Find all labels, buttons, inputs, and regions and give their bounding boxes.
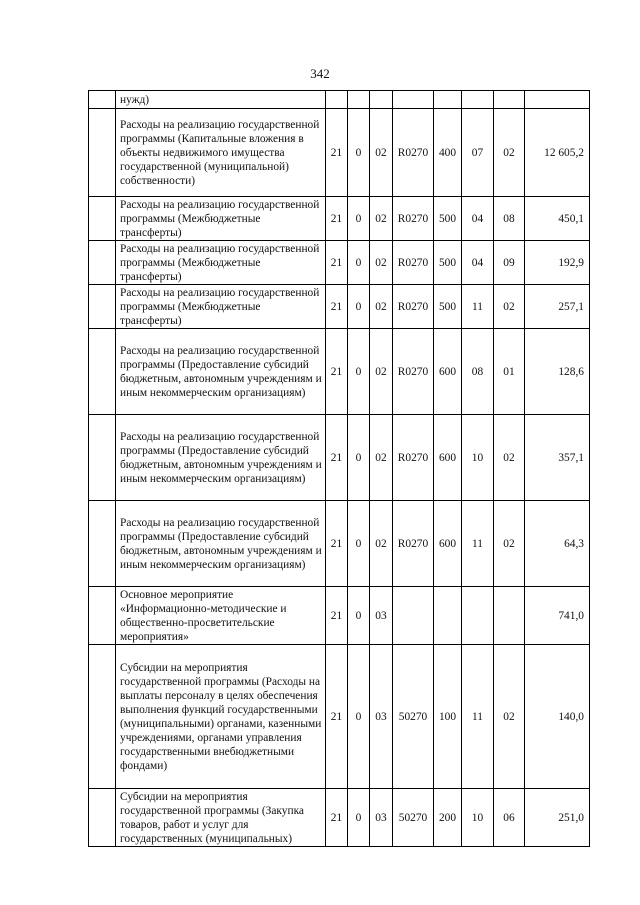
amount-cell: 257,1 <box>525 285 590 329</box>
amount-cell: 64,3 <box>525 501 590 587</box>
item-name-cell: Расходы на реализацию государственной программы (Межбюджетные трансферты) <box>116 241 326 285</box>
row-index-cell <box>89 645 116 789</box>
amount-cell: 192,9 <box>525 241 590 285</box>
code-event-cell: 02 <box>370 329 393 415</box>
item-name-cell: Расходы на реализацию государственной программы (Капитальные вложения в объекты недвижимого имущества государственной (муниципальной) собственности) <box>116 109 326 197</box>
table-row <box>89 789 590 847</box>
code-expense-type-cell: 100 <box>434 645 462 789</box>
code-subsection-cell <box>494 587 525 645</box>
amount-cell: 741,0 <box>525 587 590 645</box>
code-subprogram-cell: 0 <box>348 241 370 285</box>
page-number: 342 <box>310 66 330 81</box>
code-subprogram-cell <box>348 91 370 109</box>
code-expense-type-cell: 600 <box>434 415 462 501</box>
code-subprogram-cell: 0 <box>348 587 370 645</box>
code-direction-cell: R0270 <box>393 197 434 241</box>
row-index-cell <box>89 241 116 285</box>
code-direction-cell: R0270 <box>393 415 434 501</box>
table-row <box>89 329 590 415</box>
code-program-cell: 21 <box>326 587 348 645</box>
code-subsection-cell: 06 <box>494 789 525 847</box>
table-row <box>89 241 590 285</box>
table-row <box>89 415 590 501</box>
code-expense-type-cell <box>434 91 462 109</box>
code-expense-type-cell: 500 <box>434 285 462 329</box>
code-expense-type-cell: 500 <box>434 241 462 285</box>
code-program-cell: 21 <box>326 197 348 241</box>
code-section-cell: 11 <box>462 645 494 789</box>
code-program-cell: 21 <box>326 285 348 329</box>
row-index-cell <box>89 789 116 847</box>
code-direction-cell <box>393 91 434 109</box>
code-program-cell: 21 <box>326 109 348 197</box>
table-row <box>89 197 590 241</box>
table-row <box>89 645 590 789</box>
code-direction-cell <box>393 587 434 645</box>
amount-cell: 140,0 <box>525 645 590 789</box>
code-event-cell: 03 <box>370 587 393 645</box>
row-index-cell <box>89 91 116 109</box>
code-direction-cell: 50270 <box>393 645 434 789</box>
code-direction-cell: R0270 <box>393 501 434 587</box>
code-section-cell: 04 <box>462 241 494 285</box>
code-section-cell: 04 <box>462 197 494 241</box>
code-subprogram-cell: 0 <box>348 285 370 329</box>
code-expense-type-cell: 600 <box>434 329 462 415</box>
item-name-cell: Субсидии на мероприятия государственной программы (Расходы на выплаты персоналу в целях обеспечения выполнения функций государственными (муниципальными) органами, казенными учреждениями, органами управления государственными внебюджетными фондами) <box>116 645 326 789</box>
code-section-cell: 07 <box>462 109 494 197</box>
item-name-cell: Расходы на реализацию государственной программы (Предоставление субсидий бюджетным, автономным учреждениям и иным некоммерческим организациям) <box>116 501 326 587</box>
code-section-cell: 11 <box>462 285 494 329</box>
code-program-cell: 21 <box>326 501 348 587</box>
code-subprogram-cell: 0 <box>348 415 370 501</box>
code-direction-cell: R0270 <box>393 329 434 415</box>
row-index-cell <box>89 197 116 241</box>
code-subprogram-cell: 0 <box>348 329 370 415</box>
code-expense-type-cell: 400 <box>434 109 462 197</box>
table-row <box>89 285 590 329</box>
amount-cell <box>525 91 590 109</box>
code-event-cell: 03 <box>370 645 393 789</box>
item-name-cell: нужд) <box>116 91 326 109</box>
code-section-cell <box>462 587 494 645</box>
code-expense-type-cell <box>434 587 462 645</box>
code-direction-cell: R0270 <box>393 285 434 329</box>
code-program-cell <box>326 91 348 109</box>
row-index-cell <box>89 329 116 415</box>
code-event-cell: 02 <box>370 241 393 285</box>
code-subprogram-cell: 0 <box>348 501 370 587</box>
row-index-cell <box>89 501 116 587</box>
code-subsection-cell <box>494 91 525 109</box>
table-row <box>89 501 590 587</box>
code-direction-cell: R0270 <box>393 241 434 285</box>
code-direction-cell: R0270 <box>393 109 434 197</box>
item-name-cell: Расходы на реализацию государственной программы (Межбюджетные трансферты) <box>116 197 326 241</box>
code-event-cell <box>370 91 393 109</box>
code-program-cell: 21 <box>326 241 348 285</box>
code-subprogram-cell: 0 <box>348 197 370 241</box>
code-subsection-cell: 02 <box>494 645 525 789</box>
code-subsection-cell: 09 <box>494 241 525 285</box>
code-section-cell: 10 <box>462 415 494 501</box>
code-subsection-cell: 08 <box>494 197 525 241</box>
code-subsection-cell: 02 <box>494 501 525 587</box>
code-event-cell: 02 <box>370 197 393 241</box>
code-direction-cell: 50270 <box>393 789 434 847</box>
code-subsection-cell: 01 <box>494 329 525 415</box>
item-name-cell: Субсидии на мероприятия государственной программы (Закупка товаров, работ и услуг для государственных (муниципальных) <box>116 789 326 847</box>
amount-cell: 357,1 <box>525 415 590 501</box>
code-program-cell: 21 <box>326 645 348 789</box>
table-row <box>89 109 590 197</box>
code-subsection-cell: 02 <box>494 109 525 197</box>
row-index-cell <box>89 285 116 329</box>
code-program-cell: 21 <box>326 415 348 501</box>
code-section-cell: 10 <box>462 789 494 847</box>
code-event-cell: 02 <box>370 109 393 197</box>
item-name-cell: Расходы на реализацию государственной программы (Межбюджетные трансферты) <box>116 285 326 329</box>
code-expense-type-cell: 600 <box>434 501 462 587</box>
code-event-cell: 02 <box>370 415 393 501</box>
code-subprogram-cell: 0 <box>348 645 370 789</box>
code-section-cell: 11 <box>462 501 494 587</box>
code-event-cell: 02 <box>370 501 393 587</box>
code-event-cell: 02 <box>370 285 393 329</box>
code-subprogram-cell: 0 <box>348 789 370 847</box>
code-program-cell: 21 <box>326 329 348 415</box>
table-row <box>89 91 590 109</box>
code-subsection-cell: 02 <box>494 415 525 501</box>
code-section-cell: 08 <box>462 329 494 415</box>
code-expense-type-cell: 200 <box>434 789 462 847</box>
amount-cell: 251,0 <box>525 789 590 847</box>
table-row <box>89 587 590 645</box>
amount-cell: 12 605,2 <box>525 109 590 197</box>
code-subprogram-cell: 0 <box>348 109 370 197</box>
amount-cell: 450,1 <box>525 197 590 241</box>
item-name-cell: Расходы на реализацию государственной программы (Предоставление субсидий бюджетным, автономным учреждениям и иным некоммерческим организациям) <box>116 415 326 501</box>
item-name-cell: Расходы на реализацию государственной программы (Предоставление субсидий бюджетным, автономным учреждениям и иным некоммерческим организациям) <box>116 329 326 415</box>
row-index-cell <box>89 587 116 645</box>
row-index-cell <box>89 109 116 197</box>
code-program-cell: 21 <box>326 789 348 847</box>
code-event-cell: 03 <box>370 789 393 847</box>
code-subsection-cell: 02 <box>494 285 525 329</box>
budget-table <box>88 90 590 847</box>
code-expense-type-cell: 500 <box>434 197 462 241</box>
amount-cell: 128,6 <box>525 329 590 415</box>
row-index-cell <box>89 415 116 501</box>
item-name-cell: Основное мероприятие «Информационно-методические и общественно-просветительские мероприятия» <box>116 587 326 645</box>
code-section-cell <box>462 91 494 109</box>
